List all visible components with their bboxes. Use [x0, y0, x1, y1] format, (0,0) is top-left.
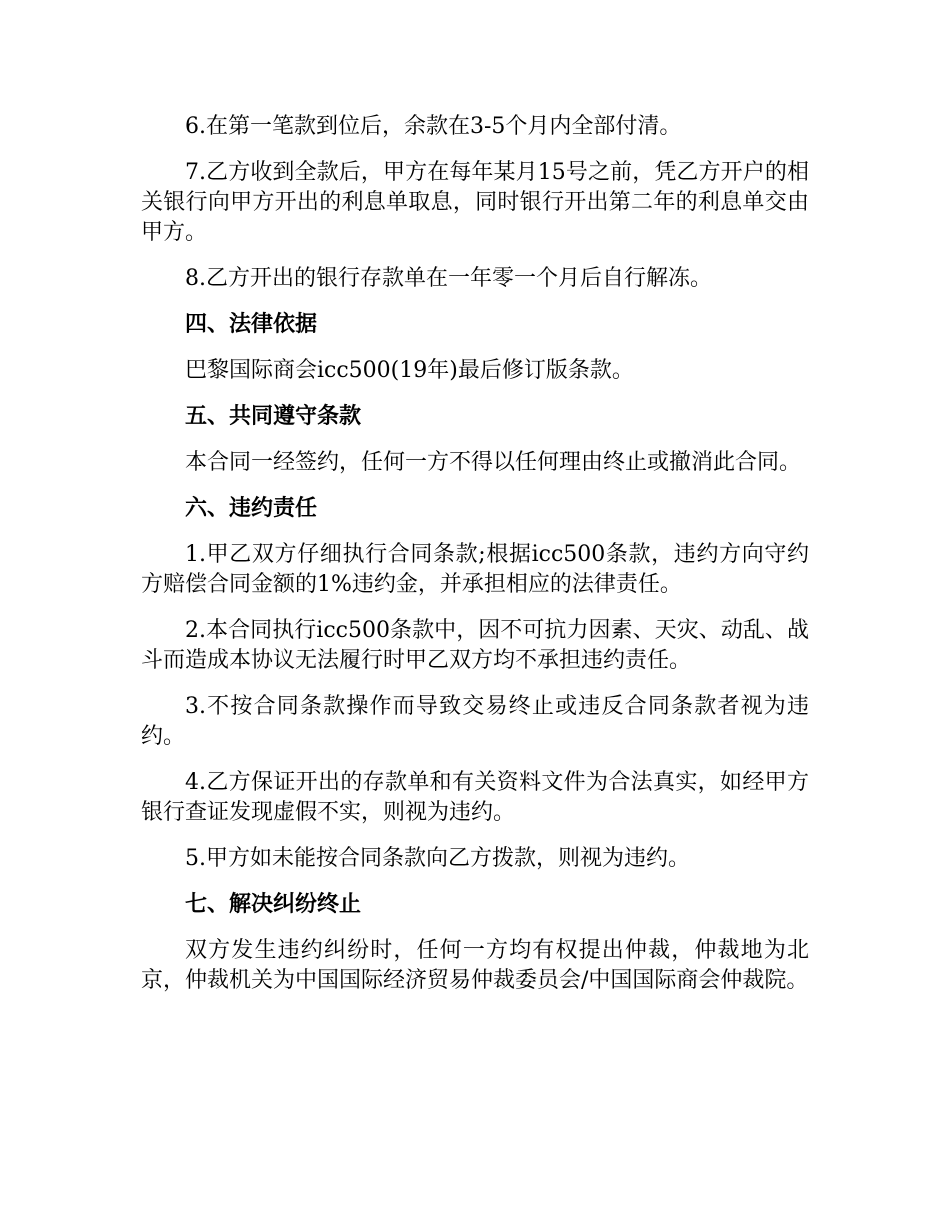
section-4-heading: 四、法律依据: [185, 312, 318, 337]
document-page: [141, 112, 809, 1012]
section-5-heading: 五、共同遵守条款: [185, 404, 362, 429]
clause-3-item-7: 7.乙方收到全款后，甲方在每年某月15号之前，凭乙方开户的相关银行向甲方开出的利息单取息，同时银行开出第二年的利息单交由甲方。: [141, 160, 809, 245]
clause-3-item-6: 6.在第一笔款到位后，余款在3-5个月内全部付清。: [185, 114, 682, 139]
section-5-body: 本合同一经签约，任何一方不得以任何理由终止或撤消此合同。: [185, 450, 802, 475]
section-6-heading: 六、违约责任: [185, 496, 318, 521]
section-7-body: 双方发生违约纠纷时，任何一方均有权提出仲裁，仲裁地为北京，仲裁机关为中国国际经济贸易仲裁委员会/中国国际商会仲裁院。: [141, 938, 809, 993]
clause-3-item-8: 8.乙方开出的银行存款单在一年零一个月后自行解冻。: [185, 266, 712, 291]
section-7-heading: 七、解决纠纷终止: [185, 892, 362, 917]
section-4-body: 巴黎国际商会icc500(19年)最后修订版条款。: [185, 358, 634, 383]
section-6-item-1: 1.甲乙双方仔细执行合同条款;根据icc500条款，违约方向守约方赔偿合同金额的1%违约金，并承担相应的法律责任。: [141, 542, 809, 597]
section-6-item-2: 2.本合同执行icc500条款中，因不可抗力因素、天灾、动乱、战斗而造成本协议无法履行时甲乙双方均不承担违约责任。: [141, 618, 809, 673]
section-6-item-4: 4.乙方保证开出的存款单和有关资料文件为合法真实，如经甲方银行查证发现虚假不实，则视为违约。: [141, 770, 809, 825]
section-6-item-3: 3.不按合同条款操作而导致交易终止或违反合同条款者视为违约。: [141, 694, 809, 749]
section-6-item-5: 5.甲方如未能按合同条款向乙方拨款，则视为违约。: [185, 846, 690, 871]
